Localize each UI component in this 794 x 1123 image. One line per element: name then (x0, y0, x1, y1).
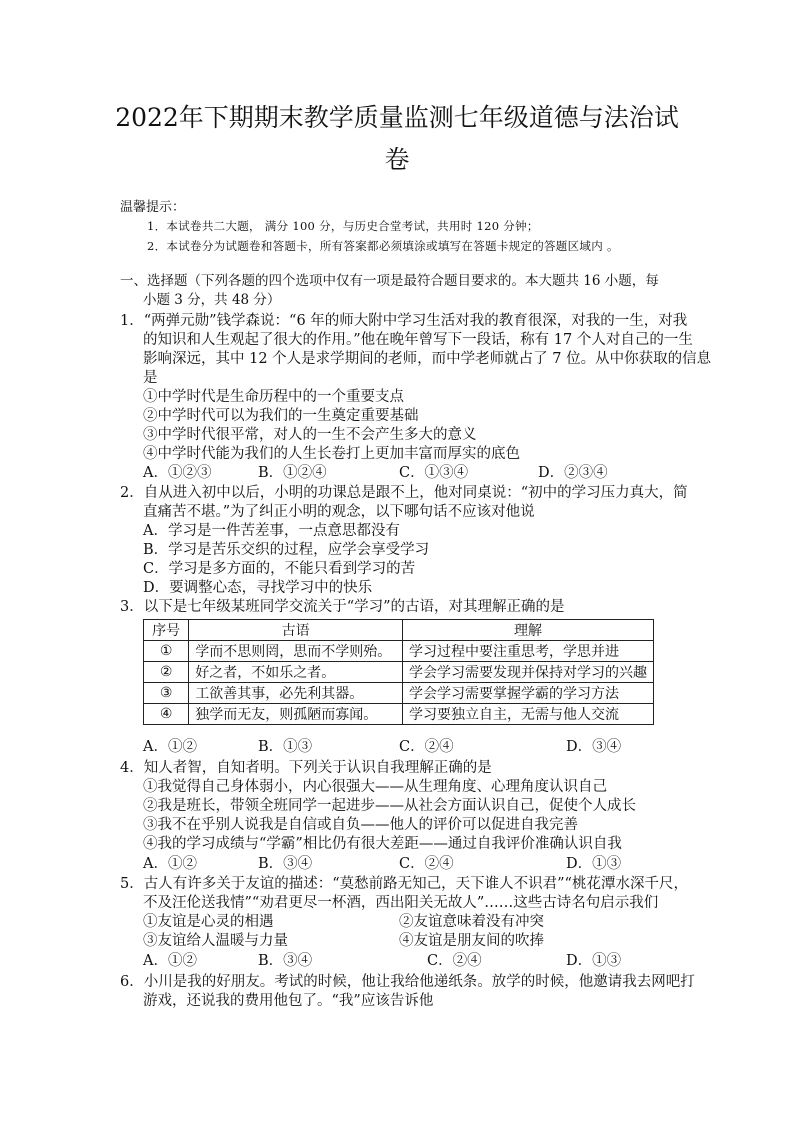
table-cell: 学习要独立自主，无需与他人交流 (403, 704, 654, 725)
question-1-text: 1．“两弹元勋”钱学森说：“6 年的师大附中学习生活对我的教育很深，对我的一生，对我 (120, 313, 688, 329)
question-4-item: ①我觉得自己身体弱小，内心很强大——从生理角度、心理角度认识自己 (143, 779, 607, 795)
tip-item: 2．本试卷分为试题卷和答题卡，所有答案都必须填涂或填写在答题卡规定的答题区域内 。 (147, 239, 619, 253)
question-2-text: 2．自从进入初中以后，小明的功课总是跟不上，他对同桌说：“初中的学习压力真大，简 (120, 485, 688, 501)
option-b: B．③④ (258, 856, 313, 872)
question-2-option: A．学习是一件苦差事，一点意思都没有 (143, 523, 400, 539)
table-cell: 学而不思则罔，思而不学则殆。 (189, 641, 403, 662)
option-a: A．①② (143, 856, 197, 872)
question-1-text: 的知识和人生观起了很大的作用。”他在晚年曾写下一段话，称有 17 个人对自己的一生 (143, 332, 693, 348)
question-1-item: ④中学时代能为我们的人生长卷打上更加丰富而厚实的底色 (143, 446, 520, 462)
table-cell: 独学而无友，则孤陋而寡闻。 (189, 704, 403, 725)
column-header: 序号 (144, 620, 189, 641)
tip-item: 1．本试卷共二大题， 满分 100 分，与历史合堂考试，共用时 120 分钟； (147, 219, 539, 233)
question-1-text: 是 (143, 370, 158, 386)
table-row (144, 662, 654, 683)
table-cell: 工欲善其事，必先利其器。 (189, 683, 403, 704)
option-d: D．③④ (566, 739, 622, 755)
option-d: D．②③④ (538, 465, 608, 481)
option-b: B．③④ (258, 953, 313, 969)
question-1-text: 影响深远，其中 12 个人是求学期间的老师，而中学老师就占了 7 位。从中你获取的信息 (143, 351, 712, 367)
table-row (144, 683, 654, 704)
exam-title-line1: 2022年下期期末教学质量监测七年级道德与法治试 (115, 103, 679, 132)
question-4-item: ②我是班长，带领全班同学一起进步——从社会方面认识自己，促使个人成长 (143, 798, 636, 814)
question-3-text: 3．以下是七年级某班同学交流关于“学习”的古语，对其理解正确的是 (120, 599, 565, 615)
question-4-text: 4．知人者智，自知者明。下列关于认识自我理解正确的是 (120, 760, 492, 776)
question-5-item: ②友谊意味着没有冲突 (399, 914, 544, 930)
table-header-row (144, 620, 654, 641)
column-header: 古语 (189, 620, 403, 641)
question-2-text: 直痛苦不堪。”为了纠正小明的观念，以下哪句话不应该对他说 (143, 504, 535, 520)
question-1-item: ③中学时代很平常，对人的一生不会产生多大的意义 (143, 427, 477, 443)
section-heading: 一、选择题（下列各题的四个选项中仅有一项是最符合题目要求的。本大题共 16 小题，每 (120, 273, 659, 289)
question-6-text: 游戏，还说我的费用他包了。“我”应该告诉他 (143, 993, 434, 1009)
exam-title-line2: 卷 (384, 145, 410, 174)
question-5-item: ③友谊给人温暖与力量 (143, 933, 288, 949)
question-2-option: C．学习是多方面的，不能只看到学习的苦 (143, 561, 416, 577)
question-4-item: ③我不在乎别人说我是自信或自负——他人的评价可以促进自我完善 (143, 817, 578, 833)
table-row (144, 641, 654, 662)
table-cell: 学会学习需要掌握学霸的学习方法 (403, 683, 654, 704)
option-c: C．②④ (399, 739, 454, 755)
question-1-item: ①中学时代是生命历程中的一个重要支点 (143, 389, 404, 405)
column-header: 理解 (403, 620, 654, 641)
option-c: C．②④ (427, 953, 482, 969)
option-c: C．②④ (399, 856, 454, 872)
question-4-item: ④我的学习成绩与“学霸”相比仍有很大差距——通过自我评价准确认识自我 (143, 836, 622, 852)
table-cell: 学习过程中要注重思考，学思并进 (403, 641, 654, 662)
question-5-text: 5．古人有许多关于友谊的描述：“莫愁前路无知己，天下谁人不识君”“桃花潭水深千尺， (120, 876, 688, 892)
question-2-option: D．要调整心态，寻找学习中的快乐 (143, 580, 373, 596)
table-cell: ② (144, 662, 189, 683)
option-c: C．①③④ (399, 465, 469, 481)
question-5-item: ①友谊是心灵的相遇 (143, 914, 274, 930)
table-cell: ① (144, 641, 189, 662)
table-cell: 学会学习需要发现并保持对学习的兴趣 (403, 662, 654, 683)
option-a: A．①②③ (143, 465, 212, 481)
tips-heading: 温馨提示： (120, 200, 186, 215)
proverb-table (143, 619, 654, 725)
question-5-item: ④友谊是朋友间的吹捧 (399, 933, 544, 949)
question-1-item: ②中学时代可以为我们的一生奠定重要基础 (143, 408, 419, 424)
question-2-option: B．学习是苦乐交织的过程，应学会享受学习 (143, 542, 430, 558)
question-5-text: 不及汪伦送我情”“劝君更尽一杯酒，西出阳关无故人”……这些古诗名句启示我们 (143, 895, 659, 911)
table-cell: 好之者，不如乐之者。 (189, 662, 403, 683)
option-d: D．①③ (566, 953, 622, 969)
option-a: A．①② (143, 953, 197, 969)
option-d: D．①③ (566, 856, 622, 872)
option-b: B．①③ (258, 739, 313, 755)
table-cell: ④ (144, 704, 189, 725)
option-a: A．①② (143, 739, 197, 755)
section-heading-cont: 小题 3 分，共 48 分） (143, 292, 281, 308)
option-b: B．①②④ (258, 465, 327, 481)
question-6-text: 6．小川是我的好朋友。考试的时候，他让我给他递纸条。放学的时候，他邀请我去网吧打 (120, 974, 695, 990)
table-row (144, 704, 654, 725)
table-cell: ③ (144, 683, 189, 704)
